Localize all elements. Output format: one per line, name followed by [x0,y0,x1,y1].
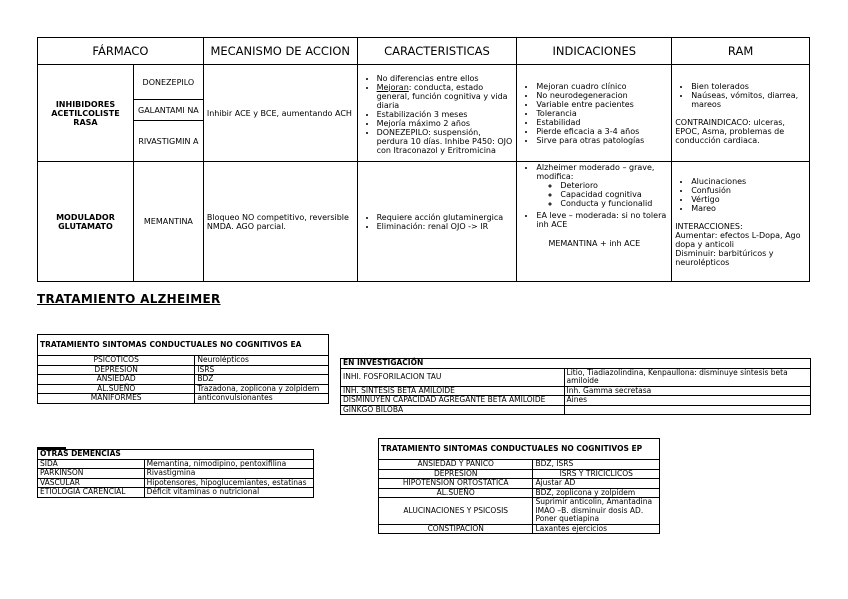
treatment-cell: ISRS [195,365,329,375]
symptom-cell: AL.SUEÑO [38,384,195,394]
sub-indication-item: ◦ Conducta y funcionalid [560,199,668,208]
char-item: • DONEZEPILO: suspensión, perdura 10 días. Inhibe P450: OJO con Itraconazol y Eritromicina [377,128,514,155]
char-mejoran-label: Mejoran [376,82,409,92]
target-cell: DISMINUYEN CAPACIDAD AGREGANTE BETA AMILOIDE [341,396,565,406]
ram-item: • Vértigo [691,195,806,204]
table-row [38,488,314,498]
symptom-cell: HIPOTENSION ORTOSTATICA [379,479,533,489]
table-header: TRATAMIENTO SINTOMAS CONDUCTUALES NO COGNITIVOS EA [38,335,329,356]
condition-cell: VASCULAR [38,478,145,488]
target-cell: INHI. FOSFORILACION TAU [341,368,565,386]
indication-item: • Mejoran cuadro clínico [536,82,668,91]
symptom-cell: PSICOTICOS [38,356,195,366]
row-inhibidores [38,65,810,100]
treatment-cell: Neurolépticos [195,356,329,366]
table-row [38,356,329,366]
agent-cell [564,405,810,415]
condition-cell: PARKINSON [38,469,145,479]
indication-note: MEMANTINA + inh ACE [548,239,641,248]
treatment-cell: BDZ [195,375,329,385]
group-inhibidores: INHIBIDORES ACETILCOLISTE RASA [38,65,134,162]
agent-cell: Litio, Tiadiazolindina, Kenpaullona: disminuye síntesis beta amiloide [564,368,810,386]
char-item: • Estabilización 3 meses [377,110,514,119]
ram-interactions-label: INTERACCIONES: [675,221,743,231]
treatment-cell: Déficit vitaminas o nutricional [144,488,313,498]
ram-disminuir: Disminuir: barbitúricos y neurolépticos [675,248,774,267]
indication-item: • Pierde eficacia a 3-4 años [536,127,668,136]
treatment-cell: Trazadona, zoplicona y zolpidem [195,384,329,394]
table-header: OTRAS DEMENCIAS [38,450,314,460]
ram-item: • Confusión [691,186,806,195]
table-header: TRATAMIENTO SINTOMAS CONDUCTUALES NO COGNITIVOS EP [379,439,660,460]
table-investigacion [340,358,811,415]
condition-cell: SIDA [38,459,145,469]
alzheimer-drug-table [37,37,810,282]
indication-alzheimer: Alzheimer moderado – grave, modifica: [536,163,655,181]
mechanism-modulador: Bloqueo NO competitivo, reversible NMDA. AGO parcial. [203,162,357,282]
char-mejoran-text: : conducta, estado general, función cognitiva y vida diaria [376,82,508,110]
ram-aumentar: Aumentar: efectos L-Dopa, Ago dopa y anticoli [675,230,801,249]
sub-indication-item: ◦ Deterioro [560,181,668,190]
ram-item: • Mareo [691,204,806,213]
symptom-cell: MANIFORMES [38,394,195,404]
table-header-row [38,450,314,460]
treatment-cell: Memantina, nimodipino, pentoxifilina [144,459,313,469]
indications-inhibidores [517,65,672,162]
mechanism-inhibidores: Inhibir ACE y BCE, aumentando ACH [203,65,357,162]
indication-item: • Variable entre pacientes [536,100,668,109]
table-row [379,479,660,489]
symptom-cell: ANSIEDAD Y PANICO [379,460,533,470]
table-sintomas-ea [37,334,329,404]
treatment-cell: anticonvulsionantes [195,394,329,404]
table-row [379,524,660,534]
ram-inhibidores [672,65,810,162]
indication-item [536,163,668,208]
treatment-cell: BDZ, zoplicona y zolpidem [533,488,660,498]
header-indicaciones: INDICACIONES [517,38,672,65]
drug-galantamina: GALANTAMI NA [133,100,203,121]
agent-cell: Inh. Gamma secretasa [564,386,810,396]
indication-item: • Sirve para otras patologías [536,136,668,145]
characteristics-inhibidores [357,65,517,162]
treatment-cell: BDZ, ISRS [533,460,660,470]
header-row [38,38,810,65]
indication-item: • Estabilidad [536,118,668,127]
target-cell: GINKGO BILOBA [341,405,565,415]
symptom-cell: ALUCINACIONES Y PSICOSIS [379,498,533,525]
ram-modulador [672,162,810,282]
table-row [379,498,660,525]
symptom-cell: ANSIEDAD [38,375,195,385]
symptom-cell: AL.SUEÑO [379,488,533,498]
ram-item: • Alucinaciones [691,177,806,186]
treatment-cell: Laxantes ejercicios [533,524,660,534]
group-modulador: MODULADOR GLUTAMATO [38,162,134,282]
table-row [341,396,811,406]
table-row [38,375,329,385]
symptom-cell: CONSTIPACION [379,524,533,534]
table-row [38,384,329,394]
table-header: EN INVESTIGACIÓN [341,359,811,369]
header-caracteristicas: CARACTERISTICAS [357,38,517,65]
char-item [377,83,514,110]
ram-contraindications: CONTRAINDICACO: ulceras, EPOC, Asma, problemas de conducción cardiaca. [675,117,785,145]
table-header-row [38,335,329,356]
char-item: • Eliminación: renal OJO -> IR [377,222,514,231]
char-item: • Mejoría máximo 2 años [377,119,514,128]
target-cell: INH. SINTESIS BETA AMILOIDE [341,386,565,396]
indication-item: • Tolerancia [536,109,668,118]
ram-item: • Naúseas, vómitos, diarrea, mareos [691,91,806,109]
agent-cell: Aines [564,396,810,406]
treatment-cell: Ajustar AD [533,479,660,489]
drug-memantina: MEMANTINA [133,162,203,282]
treatment-cell: Hipotensores, hipoglucemiantes, estatinas [144,478,313,488]
treatment-cell: Rivastigmina [144,469,313,479]
symptom-cell: DEPRESION [379,469,533,479]
drug-donezepilo: DONEZEPILO [133,65,203,100]
header-mecanismo: MECANISMO DE ACCION [203,38,357,65]
drug-rivastigmina: RIVASTIGMIN A [133,121,203,162]
table-row [38,469,314,479]
treatment-cell: Suprimir anticolin, Amantadina IMAO –B. disminuir dosis AD. Poner quetiapina [533,498,660,525]
indication-item: • No neurodegeneracion [536,91,668,100]
table-row [341,368,811,386]
row-modulador [38,162,810,282]
symptom-cell: DEPRESION [38,365,195,375]
indication-item: • EA leve – moderada: si no tolera inh ACE [536,211,668,229]
treatment-cell: ISRS Y TRICICLICOS [533,469,660,479]
page-title: TRATAMIENTO ALZHEIMER [37,292,221,306]
header-ram: RAM [672,38,810,65]
table-row [341,405,811,415]
char-item: • Requiere acción glutaminergica [377,213,514,222]
header-farmaco: FÁRMACO [38,38,204,65]
condition-cell: ETIOLOGIA CARENCIAL [38,488,145,498]
char-item: • No diferencias entre ellos [377,74,514,83]
table-header-row [379,439,660,460]
table-otras-demencias [37,449,314,498]
table-row [38,394,329,404]
table-row [38,365,329,375]
table-header-row [341,359,811,369]
table-row [379,460,660,470]
characteristics-modulador [357,162,517,282]
ram-item: • Bien tolerados [691,82,806,91]
sub-indication-item: ◦ Capacidad cognitiva [560,190,668,199]
indications-modulador [517,162,672,282]
table-sintomas-ep [378,438,660,534]
